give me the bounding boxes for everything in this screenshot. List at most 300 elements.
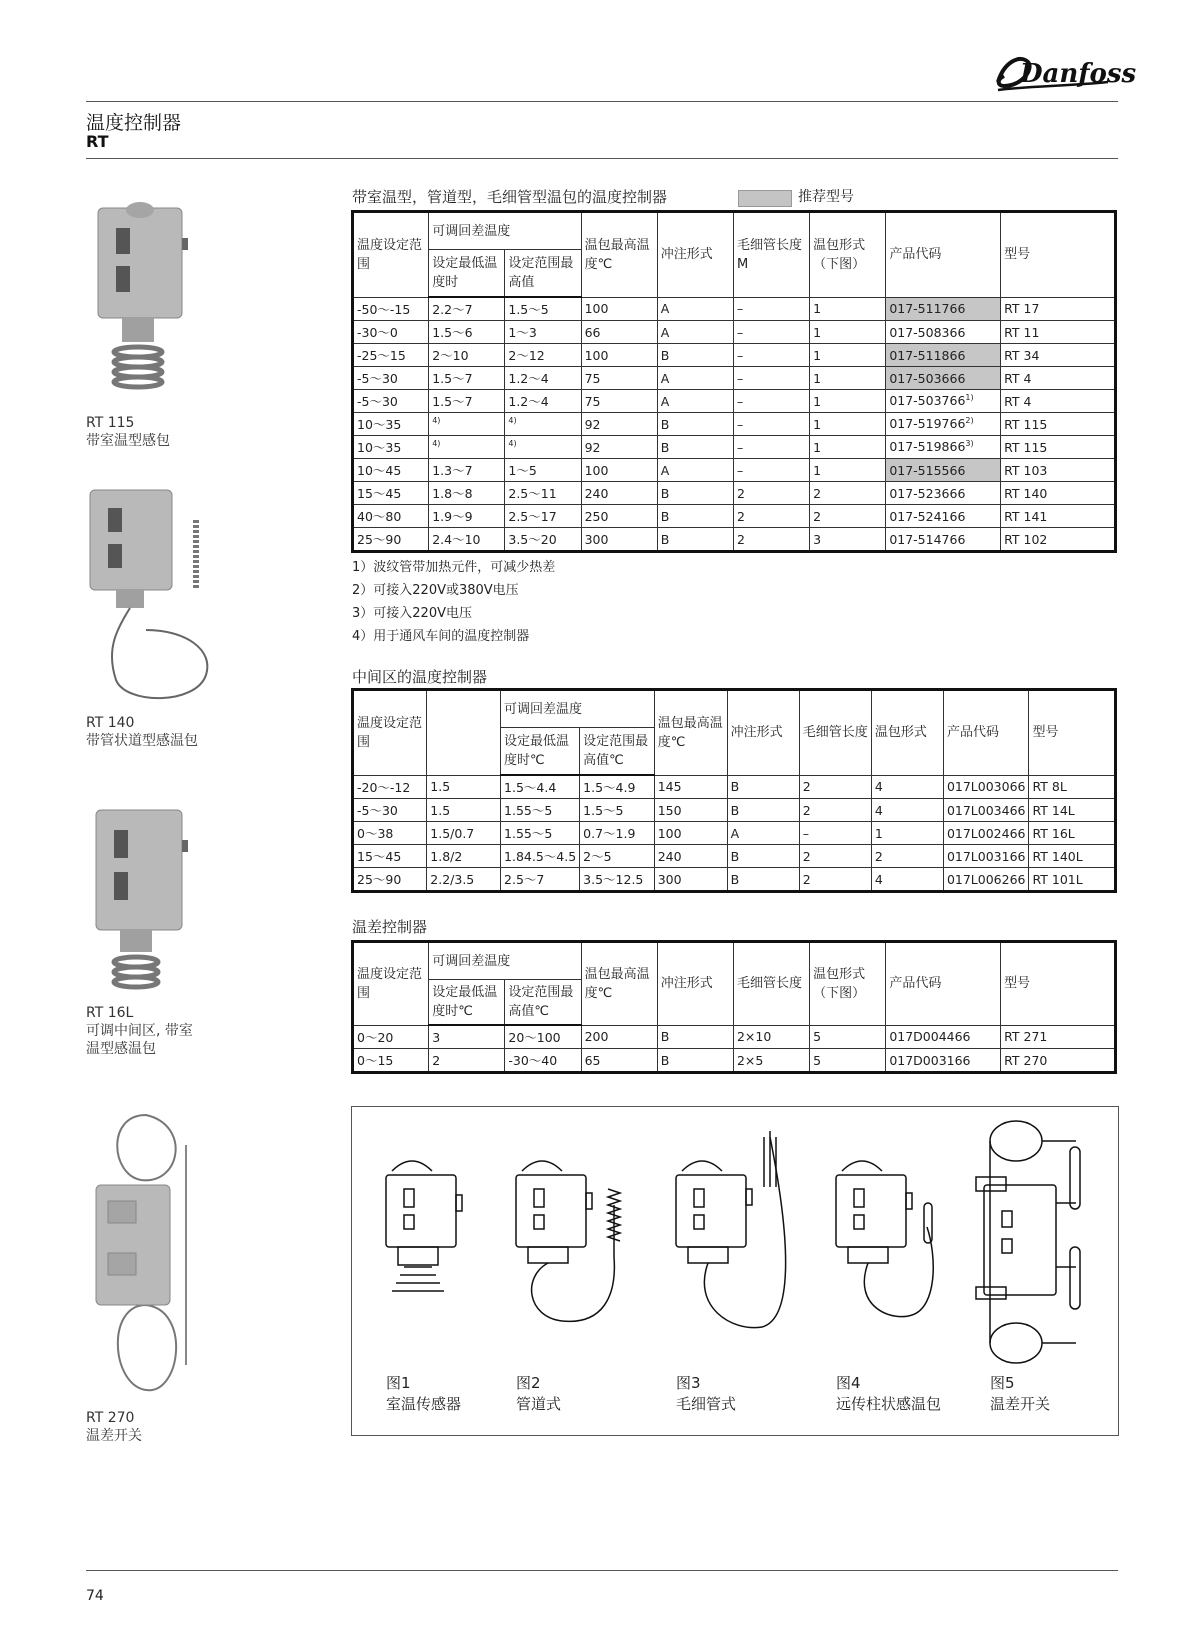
cell-text: 5 [813, 1052, 822, 1068]
table-cell [657, 367, 733, 390]
table-cell [657, 505, 733, 528]
figure-number: 图3 [676, 1374, 701, 1392]
th-capillary: 毛细管长度 [799, 690, 871, 776]
table-section3 [351, 940, 1117, 1074]
figure-caption-3 [676, 1373, 736, 1415]
table-cell [427, 799, 501, 822]
table-cell [581, 297, 657, 321]
cell-text: 2.2～7 [432, 302, 473, 317]
table-cell [1029, 868, 1116, 892]
cell-text: 1.2～4 [508, 394, 549, 409]
cell-text: -20～-12 [357, 779, 411, 795]
cell-text: RT 270 [1004, 1052, 1048, 1068]
table-cell [799, 799, 871, 822]
table-cell [353, 775, 427, 799]
table-cell [353, 505, 429, 528]
table-cell [886, 528, 1001, 552]
table-cell [654, 868, 727, 892]
cell-text: B [660, 485, 670, 501]
cell-text: -5～30 [357, 394, 398, 409]
cell-text: B [660, 1029, 670, 1045]
cell-text: 2～5 [583, 849, 612, 864]
subheader-rule [86, 158, 1118, 159]
table-cell [727, 775, 799, 799]
table-cell [429, 459, 505, 482]
cell-text: RT 102 [1004, 531, 1048, 547]
table-cell [943, 845, 1029, 868]
danfoss-logo [990, 42, 1137, 97]
table-cell [733, 367, 809, 390]
table-cell [733, 390, 809, 413]
rt140-photo [86, 480, 226, 710]
table-cell [657, 1049, 733, 1073]
table-cell [799, 775, 871, 799]
section1-body [353, 297, 1116, 552]
table-cell [810, 436, 886, 459]
table-cell [1029, 845, 1116, 868]
cell-text: 1 [874, 825, 883, 841]
cell-text: A [660, 301, 670, 317]
product-model: RT 115 [86, 415, 135, 431]
figure-number: 图5 [990, 1374, 1015, 1392]
cell-text: 92 [584, 416, 601, 432]
product-rt115 [86, 190, 196, 450]
table-cell [886, 505, 1001, 528]
table-cell [654, 822, 727, 845]
table-cell [727, 868, 799, 892]
table-cell [505, 459, 581, 482]
table-cell [353, 459, 429, 482]
cell-text: 250 [584, 508, 609, 524]
table-cell [429, 1049, 505, 1073]
th-fill: 冲注形式 [727, 690, 799, 776]
footnotes [352, 556, 555, 648]
table-cell [1001, 482, 1116, 505]
cell-text: 2 [432, 1052, 441, 1068]
recommended-legend: 推荐型号 [798, 189, 854, 205]
cell-text: 2 [813, 485, 822, 501]
brand-text: Danfoss [1020, 59, 1137, 89]
cell-text: 25～90 [357, 532, 402, 547]
cell-text: RT 17 [1004, 301, 1040, 317]
cell-text: 4 [874, 779, 883, 795]
table-cell [427, 845, 501, 868]
th-diff-max: 设定范围最高值℃ [505, 980, 581, 1026]
cell-text: 017-515566 [889, 462, 966, 478]
fig2-drawing [516, 1161, 620, 1321]
table-cell [733, 1025, 809, 1049]
cell-text: B [730, 802, 740, 818]
cell-text: 1.84.5～4.5 [504, 849, 577, 864]
table-cell [353, 822, 427, 845]
table-cell [810, 390, 886, 413]
cell-text: 100 [584, 462, 609, 478]
table-cell [580, 775, 655, 799]
table-cell [353, 1049, 429, 1073]
figure-label: 管道式 [516, 1395, 562, 1413]
cell-text: 017L002466 [946, 825, 1026, 841]
recommended-swatch [738, 190, 792, 207]
th-capillary: 毛细管长度 [733, 942, 809, 1026]
table-row [353, 321, 1116, 344]
table-cell [353, 528, 429, 552]
cell-text: RT 115 [1004, 416, 1048, 432]
figure-caption-4 [836, 1373, 941, 1415]
cell-text: 1 [813, 370, 822, 386]
figure-number: 图2 [516, 1374, 541, 1392]
table-cell [353, 367, 429, 390]
cell-text: 200 [584, 1029, 609, 1045]
cell-text: 1.5～4.9 [583, 780, 636, 795]
table-cell [886, 1049, 1001, 1073]
cell-text: 2.5～7 [504, 872, 545, 887]
cell-text: 150 [657, 802, 682, 818]
th-range: 温度设定范围 [353, 212, 429, 298]
table-cell [580, 845, 655, 868]
footnote-marker: 2) [965, 416, 974, 426]
table-cell [886, 321, 1001, 344]
table-cell [657, 436, 733, 459]
th-fill: 冲注形式 [657, 942, 733, 1026]
table-section2 [351, 688, 1117, 893]
figure-label: 室温传感器 [386, 1395, 462, 1413]
rt270-photo [86, 1105, 206, 1405]
table-cell [429, 482, 505, 505]
table-cell [886, 459, 1001, 482]
table-cell [943, 799, 1029, 822]
fig1-drawing [386, 1161, 462, 1291]
table-cell [1001, 459, 1116, 482]
fig5-drawing [976, 1121, 1080, 1363]
table-cell [353, 344, 429, 367]
cell-text: – [736, 301, 744, 317]
table-cell [871, 799, 943, 822]
cell-text: 1.9～9 [432, 509, 473, 524]
table-cell [733, 413, 809, 436]
figure-label: 毛细管式 [676, 1395, 737, 1413]
cell-text: – [736, 462, 744, 478]
cell-text: 2 [802, 779, 811, 795]
th-fill: 冲注形式 [657, 212, 733, 298]
page-subtitle: RT [86, 132, 109, 151]
cell-text: B [660, 347, 670, 363]
cell-text: RT 16L [1032, 825, 1075, 841]
cell-text: -5～30 [357, 803, 398, 818]
cell-text: RT 140 [1004, 485, 1048, 501]
table-cell [871, 775, 943, 799]
table-cell [501, 822, 580, 845]
section1-title: 带室温型，管道型，毛细管型温包的温度控制器 [352, 188, 668, 206]
table-cell [654, 775, 727, 799]
table-cell [581, 390, 657, 413]
cell-text: 3 [813, 531, 822, 547]
cell-text: RT 140L [1032, 848, 1083, 864]
figure-label: 远传柱状感温包 [836, 1395, 942, 1413]
table-row [353, 344, 1116, 367]
table-cell [810, 505, 886, 528]
rt115-photo [86, 190, 196, 410]
cell-text: 017-503766 [889, 393, 966, 409]
cell-text: 017-511766 [889, 301, 966, 317]
cell-text: – [736, 393, 744, 409]
table-cell [886, 436, 1001, 459]
table-cell [657, 1025, 733, 1049]
table-cell [1029, 822, 1116, 845]
table-cell [799, 868, 871, 892]
table-row [353, 413, 1116, 436]
th-diff-max: 设定范围最高值℃ [580, 728, 655, 776]
table-cell [353, 321, 429, 344]
footnote-marker: 3) [965, 439, 974, 449]
cell-text: 017-511866 [889, 347, 966, 363]
table-cell [1001, 528, 1116, 552]
cell-text: 75 [584, 393, 601, 409]
cell-text: A [660, 462, 670, 478]
table-cell [505, 367, 581, 390]
table-cell [943, 868, 1029, 892]
th-capillary: 毛细管长度M [733, 212, 809, 298]
cell-text: B [660, 531, 670, 547]
fig4-drawing [836, 1161, 933, 1317]
table-cell [727, 845, 799, 868]
table-cell [353, 297, 429, 321]
th-bulb: 温包形式 [871, 690, 943, 776]
table-cell [581, 321, 657, 344]
cell-text: 1 [813, 416, 822, 432]
cell-text: 017L006266 [946, 871, 1026, 887]
cell-text: 017D004466 [889, 1029, 971, 1045]
table-cell [733, 297, 809, 321]
table-cell [657, 528, 733, 552]
figure-number: 图4 [836, 1374, 861, 1392]
table-cell [580, 868, 655, 892]
bulb-type-diagrams [351, 1106, 1119, 1436]
table-cell [505, 390, 581, 413]
table-cell [810, 1025, 886, 1049]
cell-text: 20～100 [508, 1030, 561, 1045]
cell-text: 240 [657, 848, 682, 864]
table-cell [1001, 344, 1116, 367]
table-cell [505, 297, 581, 321]
table-cell [810, 321, 886, 344]
cell-text: 0.7～1.9 [583, 826, 636, 841]
product-model: RT 16L [86, 1005, 134, 1021]
product-caption: 带管状道型感温包 [86, 733, 198, 749]
table-cell [810, 459, 886, 482]
table-row [353, 799, 1116, 822]
table-cell [1001, 505, 1116, 528]
table-cell [501, 775, 580, 799]
table-cell [1001, 413, 1116, 436]
cell-text: RT 101L [1032, 871, 1083, 887]
product-rt140 [86, 480, 226, 750]
footnote-marker: 4) [432, 439, 441, 449]
cell-text: RT 8L [1032, 779, 1067, 795]
table-cell [427, 775, 501, 799]
figure-caption-5 [990, 1373, 1050, 1415]
th-diff-min: 设定最低温度时℃ [501, 728, 580, 776]
cell-text: 100 [584, 301, 609, 317]
footnote-marker: 4) [508, 439, 517, 449]
product-model: RT 140 [86, 715, 135, 731]
table-cell [810, 1049, 886, 1073]
table-cell [505, 321, 581, 344]
cell-text: RT 4 [1004, 370, 1032, 386]
fig3-drawing [676, 1131, 786, 1328]
cell-text: 1.5～7 [432, 371, 473, 386]
th-type: 型号 [1029, 690, 1116, 776]
cell-text: 240 [584, 485, 609, 501]
footnote: 2）可接入220V或380V电压 [352, 583, 519, 598]
table-cell [505, 413, 581, 436]
page-title: 温度控制器 [86, 112, 182, 134]
th-diff: 可调回差温度 [429, 942, 581, 980]
table-cell [733, 505, 809, 528]
cell-text: 1.5～5 [508, 302, 549, 317]
section3-body [353, 1025, 1116, 1073]
cell-text: 3.5～20 [508, 532, 557, 547]
cell-text: 300 [584, 531, 609, 547]
table-cell [733, 459, 809, 482]
table-cell [427, 868, 501, 892]
product-caption: 带室温型感包 [86, 433, 170, 449]
cell-text: 2 [736, 508, 745, 524]
table-cell [580, 799, 655, 822]
cell-text: 1～5 [508, 463, 537, 478]
table-cell [581, 436, 657, 459]
cell-text: 1.8～8 [432, 486, 473, 501]
table-cell [581, 459, 657, 482]
cell-text: 2 [802, 848, 811, 864]
table-cell [429, 505, 505, 528]
cell-text: – [736, 416, 744, 432]
cell-text: 1.2～4 [508, 371, 549, 386]
table-cell [943, 822, 1029, 845]
table-cell [581, 1049, 657, 1073]
table-cell [943, 775, 1029, 799]
cell-text: 2 [802, 871, 811, 887]
cell-text: B [730, 871, 740, 887]
table-cell [427, 822, 501, 845]
th-diff: 可调回差温度 [501, 690, 655, 728]
table-cell [429, 528, 505, 552]
table-cell [886, 390, 1001, 413]
cell-text: – [802, 825, 809, 841]
cell-text: 2 [736, 531, 745, 547]
cell-text: 100 [584, 347, 609, 363]
th-range: 温度设定范围 [353, 690, 427, 776]
cell-text: 1 [813, 324, 822, 340]
cell-text: 017L003466 [946, 802, 1026, 818]
section3-title: 温差控制器 [352, 918, 428, 936]
th-max-bulb: 温包最高温度℃ [581, 212, 657, 298]
table-cell [810, 413, 886, 436]
th-blank [427, 690, 501, 776]
cell-text: B [730, 779, 740, 795]
table-cell [1001, 436, 1116, 459]
table-cell [886, 1025, 1001, 1049]
table-cell [657, 482, 733, 505]
table-cell [501, 799, 580, 822]
cell-text: 1.5～6 [432, 325, 473, 340]
table-row [353, 436, 1116, 459]
cell-text: 2～10 [432, 348, 469, 363]
table-cell [1001, 1025, 1116, 1049]
cell-text: 2.5～17 [508, 509, 557, 524]
table-cell [657, 344, 733, 367]
table-row [353, 367, 1116, 390]
table-cell [810, 297, 886, 321]
bulb-diagram-drawing [352, 1107, 1118, 1367]
table-cell [353, 413, 429, 436]
table-cell [657, 321, 733, 344]
cell-text: B [660, 439, 670, 455]
table-row [353, 482, 1116, 505]
table-row [353, 459, 1116, 482]
cell-text: B [660, 508, 670, 524]
cell-text: 017-519766 [889, 416, 966, 432]
table-cell [886, 297, 1001, 321]
table-row [353, 390, 1116, 413]
cell-text: 4 [874, 802, 883, 818]
cell-text: 2 [802, 802, 811, 818]
table-cell [501, 868, 580, 892]
table-cell [353, 845, 427, 868]
cell-text: 300 [657, 871, 682, 887]
cell-text: 2.4～10 [432, 532, 481, 547]
table-row [353, 1049, 1116, 1073]
header-rule [86, 101, 1118, 102]
table-cell [733, 321, 809, 344]
cell-text: 15～45 [357, 849, 402, 864]
cell-text: 0～20 [357, 1029, 394, 1045]
table-cell [581, 505, 657, 528]
cell-text: 1～3 [508, 325, 537, 340]
table-cell [580, 822, 655, 845]
table-cell [505, 344, 581, 367]
cell-text: 1.5/0.7 [430, 825, 475, 841]
cell-text: -50～-15 [357, 301, 411, 317]
table-cell [733, 482, 809, 505]
th-diff-min: 设定最低温度时 [429, 250, 505, 298]
table-row [353, 845, 1116, 868]
cell-text: 4 [874, 871, 883, 887]
table-cell [733, 1049, 809, 1073]
table-cell [727, 799, 799, 822]
footnote: 4）用于通风车间的温度控制器 [352, 629, 530, 644]
cell-text: 017L003066 [946, 779, 1026, 795]
cell-text: A [660, 393, 670, 409]
table-cell [581, 528, 657, 552]
table-cell [657, 390, 733, 413]
cell-text: A [730, 825, 740, 841]
table-cell [429, 321, 505, 344]
cell-text: 2.2/3.5 [430, 871, 475, 887]
cell-text: 017D003166 [889, 1052, 971, 1068]
table-cell [810, 344, 886, 367]
cell-text: 3 [432, 1029, 441, 1045]
cell-text: 017-523666 [889, 485, 966, 501]
cell-text: – [736, 347, 744, 363]
table-cell [505, 505, 581, 528]
cell-text: 10～35 [357, 440, 402, 455]
table-cell [505, 436, 581, 459]
cell-text: 1 [813, 462, 822, 478]
th-max-bulb: 温包最高温度℃ [581, 942, 657, 1026]
cell-text: RT 34 [1004, 347, 1040, 363]
table-cell [886, 482, 1001, 505]
table-cell [799, 822, 871, 845]
